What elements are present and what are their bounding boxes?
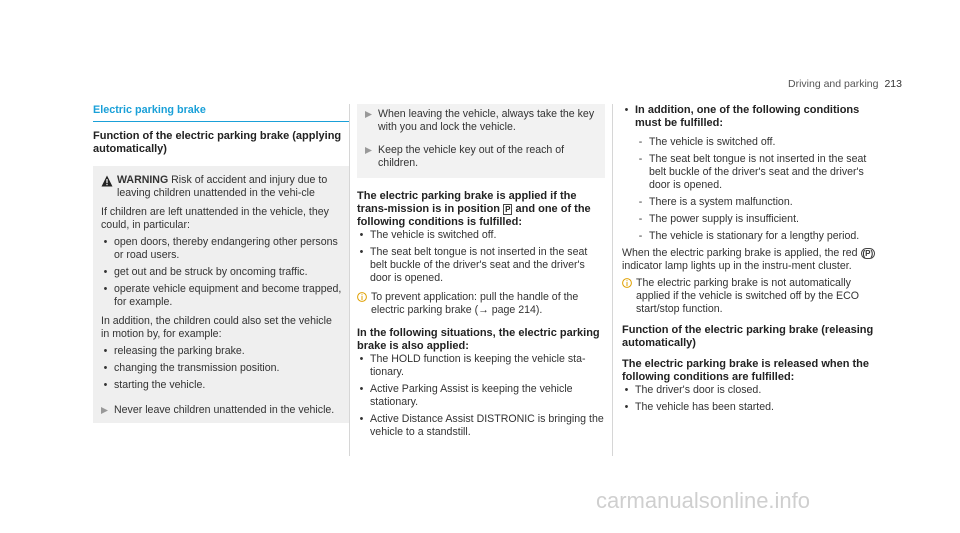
hint-item [365, 144, 599, 170]
list-item: • The seat belt tongue is not inserted in the seat belt buckle of the driver's seat and the driver's door is opened. [357, 246, 605, 285]
list-item: • operate vehicle equipment and become trapped, for example. [103, 283, 342, 308]
bullet-text: The vehicle has been started. [635, 401, 774, 413]
column-divider [349, 104, 350, 456]
list-item: • The HOLD function is keeping the vehicle sta-tionary. [357, 353, 605, 379]
info-icon [357, 292, 367, 302]
info-text: To prevent application: pull the handle of the electric parking brake (→ page 214). [371, 291, 579, 316]
list-item: - The vehicle is switched off. [638, 136, 776, 148]
bullet-text: open doors, thereby endangering other persons or road users. [114, 236, 338, 261]
warning-body-2: In addition, the children could also set the vehicle in motion by, for example: [101, 315, 332, 340]
hint-item [365, 108, 599, 134]
heading-applying: Function of the electric parking brake (applying automatically) [93, 130, 342, 155]
bullet-heading: In addition, one of the following conditions must be fulfilled: [635, 104, 860, 129]
header-title: Driving and parking [788, 78, 879, 90]
column-1 [93, 104, 349, 423]
list-item: • The driver's door is closed. [624, 384, 762, 396]
page-header [788, 78, 902, 91]
list-item: • get out and be struck by oncoming traffic. [103, 266, 308, 278]
list-item: • The vehicle has been started. [624, 401, 774, 413]
watermark: carmanualsonline.info [596, 488, 811, 513]
list-item: - There is a system malfunction. [638, 196, 793, 208]
arrow-right-icon [101, 407, 108, 414]
list-item: - The seat belt tongue is not inserted in the seat belt buckle of the driver's seat and the driver's door is opened. [636, 153, 886, 192]
dash-text: There is a system malfunction. [649, 196, 793, 208]
bullet-text: The driver's door is closed. [635, 384, 762, 396]
bullet-text: starting the vehicle. [114, 379, 206, 391]
applied-lamp-text [622, 247, 886, 273]
bullet-text: get out and be struck by oncoming traffic. [114, 266, 308, 278]
warning-header [101, 174, 343, 200]
list-item: • open doors, thereby endangering other persons or road users. [101, 236, 343, 262]
list-item: • In addition, one of the following conditions must be fulfilled: [622, 104, 886, 130]
info-item [622, 277, 886, 316]
hint-text: When leaving the vehicle, always take the key with you and lock the vehicle. [378, 108, 595, 133]
warning-triangle-icon [101, 175, 113, 187]
list-item: • Active Distance Assist DISTRONIC is bringing the vehicle to a standstill. [359, 413, 604, 438]
list-item: • releasing the parking brake. [103, 345, 245, 357]
warning-text [117, 174, 343, 200]
column-2 [357, 104, 605, 439]
warning-message: Risk of accident and injury due to leaving children unattended in the vehi-cle [117, 174, 328, 199]
arrow-right-icon [365, 111, 372, 118]
bullet-text: operate vehicle equipment and become trapped, for example. [114, 283, 342, 308]
list-item: - The power supply is insufficient. [638, 213, 799, 225]
hint-item [101, 404, 343, 417]
warning-label: WARNING [117, 174, 169, 186]
list-item: • Active Parking Assist is keeping the vehicle stationary. [357, 383, 605, 409]
column-3 [622, 104, 886, 414]
section-title: Electric parking brake [93, 104, 349, 122]
list-item: • changing the transmission position. [103, 362, 280, 374]
page-number: 213 [884, 78, 902, 90]
info-item [357, 291, 605, 317]
bullet-text: The seat belt tongue is not inserted in the seat belt buckle of the driver's seat and the driver's door is opened. [370, 246, 588, 284]
bullet-text: The vehicle is switched off. [370, 229, 497, 241]
arrow-right-icon [365, 147, 372, 154]
bullet-text: Active Parking Assist is keeping the vehicle stationary. [370, 383, 573, 408]
hint-text: Never leave children unattended in the vehicle. [114, 404, 335, 416]
parking-brake-lamp-icon: (P) [862, 249, 874, 258]
info-icon [622, 278, 632, 288]
heading-also-applied: In the following situations, the electric parking brake is also applied: [357, 327, 600, 352]
park-symbol: P [505, 205, 511, 214]
column-divider [612, 104, 613, 456]
dash-text: The power supply is insufficient. [649, 213, 799, 225]
body-text: When the electric parking brake is applied, the red [622, 247, 858, 259]
heading-released-conditions: The electric parking brake is released when the following conditions are fulfilled: [622, 358, 869, 383]
body-text: indicator lamp lights up in the instru-ment cluster. [622, 260, 852, 272]
bullet-text: Active Distance Assist DISTRONIC is bringing the vehicle to a standstill. [370, 413, 604, 438]
heading-text: The electric parking brake is applied if the trans-mission is in position [357, 190, 577, 215]
heading-text: and one of the following conditions is fulfilled: [357, 203, 591, 228]
bullet-text: changing the transmission position. [114, 362, 280, 374]
list-item: • The vehicle is switched off. [359, 229, 497, 241]
bullet-text: releasing the parking brake. [114, 345, 245, 357]
heading-releasing: Function of the electric parking brake (releasing automatically) [622, 324, 874, 349]
hint-box [357, 104, 605, 178]
list-item: • starting the vehicle. [103, 379, 206, 391]
warning-body: If children are left unattended in the vehicle, they could, in particular: [101, 206, 329, 231]
dash-text: The seat belt tongue is not inserted in the seat belt buckle of the driver's seat and the driver's door is opened. [649, 153, 867, 191]
warning-box [93, 166, 349, 423]
dash-text: The vehicle is stationary for a lengthy period. [649, 230, 860, 242]
info-text: The electric parking brake is not automatically applied if the vehicle is switched off by the ECO start/stop function. [636, 277, 859, 315]
bullet-text: The HOLD function is keeping the vehicle sta-tionary. [370, 353, 586, 378]
heading-applied-condition [357, 190, 605, 229]
hint-text: Keep the vehicle key out of the reach of children. [378, 144, 565, 169]
dash-text: The vehicle is switched off. [649, 136, 776, 148]
list-item: - The vehicle is stationary for a lengthy period. [638, 230, 860, 242]
